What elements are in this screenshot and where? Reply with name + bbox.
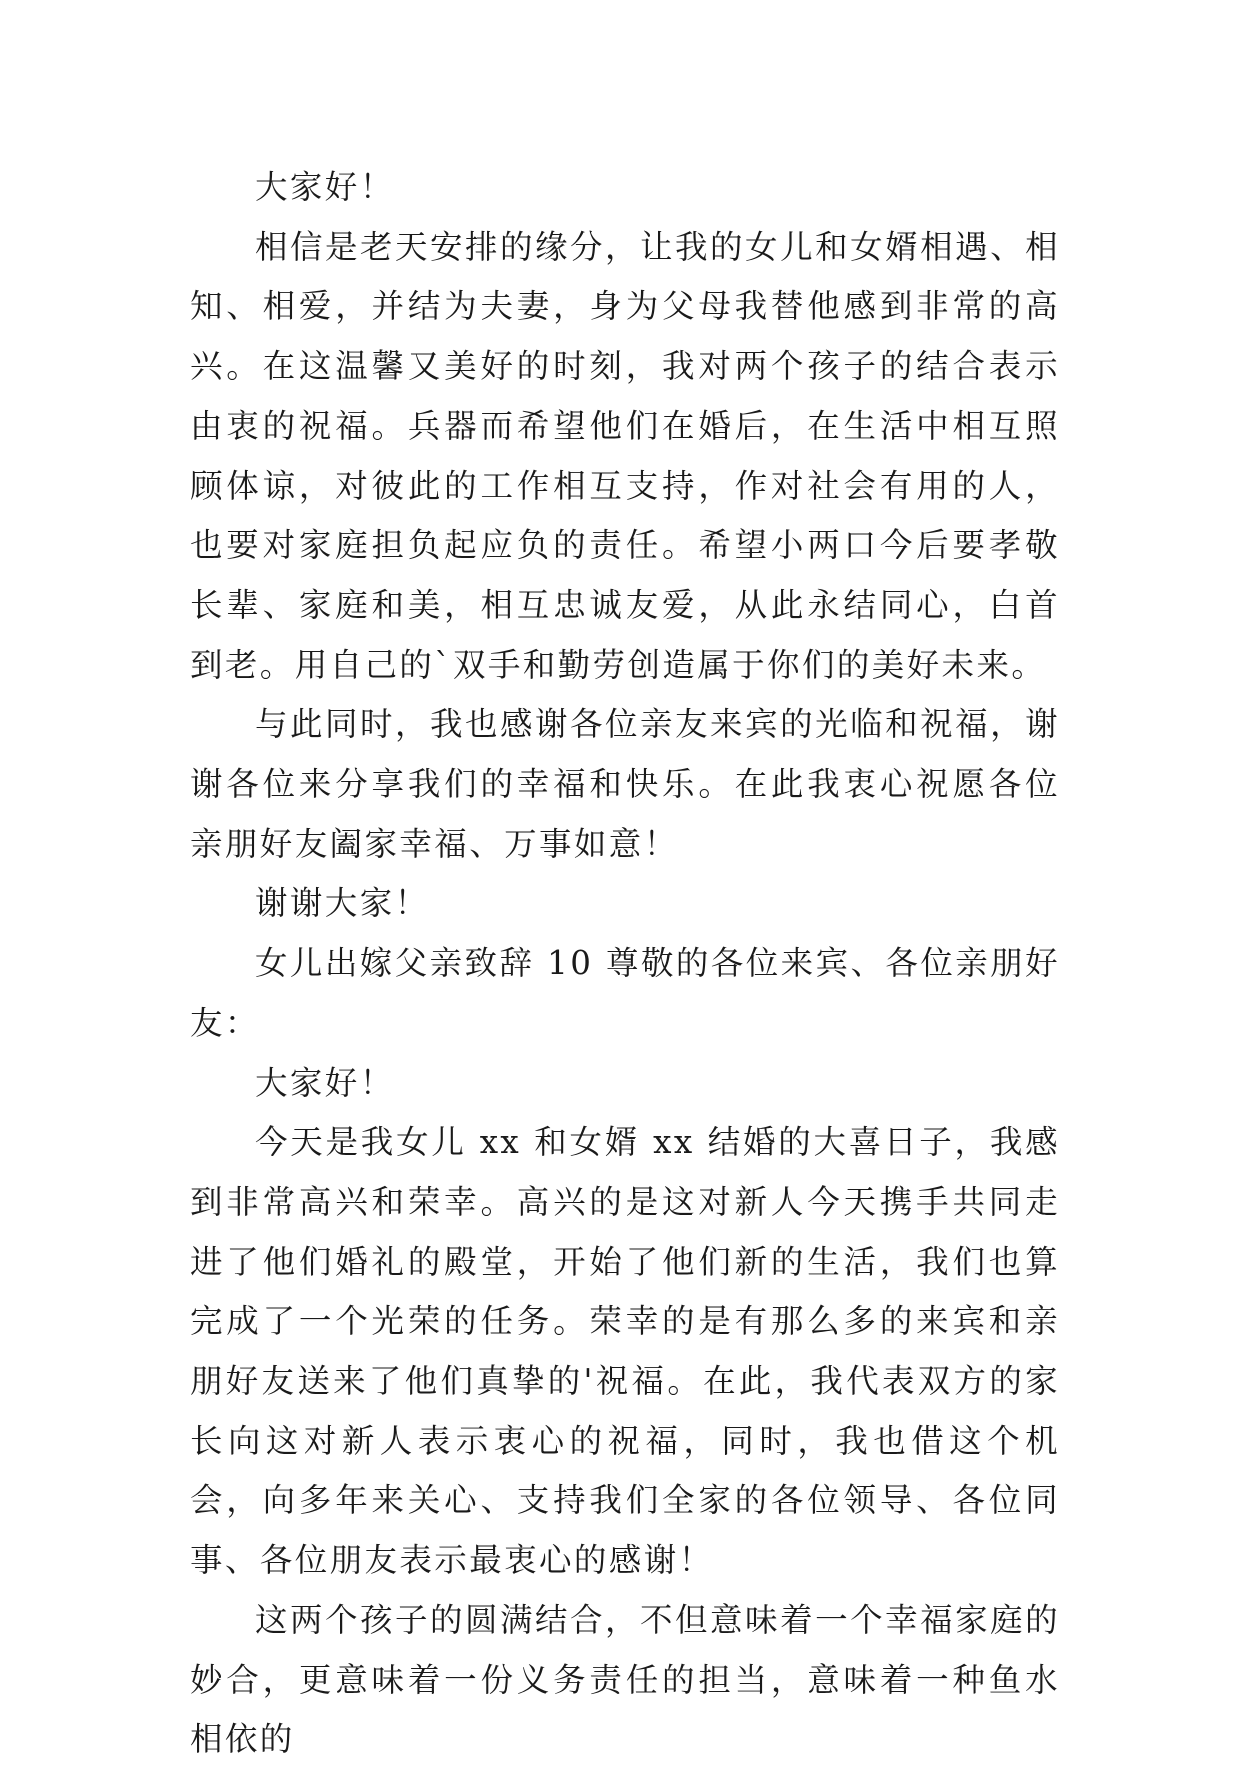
paragraph-speech-title: 女儿出嫁父亲致辞 10 尊敬的各位来宾、各位亲朋好友： (190, 944, 1060, 1042)
paragraph-wedding-day: 今天是我女儿 xx 和女婿 xx 结婚的大喜日子，我感到非常高兴和荣幸。高兴的是这对新人今天携手共同走进了他们婚礼的殿堂，开始了他们新的生活，我们也算完成了一个光荣的任务。荣幸的是有那么多的来宾和亲朋好友送来了他们真挚的'祝福。在此，我代表双方的家长向这对新人表示衷心的祝福，同时，我也借这个机会，向多年来关心、支持我们全家的各位领导、各位同事、各位朋友表示最衷心的感谢！ (190, 1123, 1060, 1580)
paragraph-thank-you: 谢谢大家！ (255, 884, 430, 923)
paragraph-greeting-2: 大家好！ (255, 1063, 395, 1102)
paragraph-union: 这两个孩子的圆满结合，不但意味着一个幸福家庭的妙合，更意味着一份义务责任的担当，意味着一种鱼水相依的 (190, 1600, 1060, 1759)
paragraph-thanks-guests: 与此同时，我也感谢各位亲友来宾的光临和祝福，谢谢各位来分享我们的幸福和快乐。在此我衷心祝愿各位亲朋好友阖家幸福、万事如意！ (190, 705, 1060, 863)
paragraph-greeting: 大家好！ (255, 168, 395, 206)
paragraph-blessing: 相信是老天安排的缘分，让我的女儿和女婿相遇、相知、相爱，并结为夫妻，身为父母我替他感到非常的高兴。在这温馨又美好的时刻，我对两个孩子的结合表示由衷的祝福。兵器而希望他们在婚后，在生活中相互照顾体谅，对彼此的工作相互支持，作对社会有用的人，也要对家庭担负起应负的责任。希望小两口今后要孝敬长辈、家庭和美，相互忠诚友爱，从此永结同心，白首到老。用自己的`双手和勤劳创造属于你们的美好未来。 (190, 227, 1060, 684)
document-body (190, 158, 1060, 1770)
